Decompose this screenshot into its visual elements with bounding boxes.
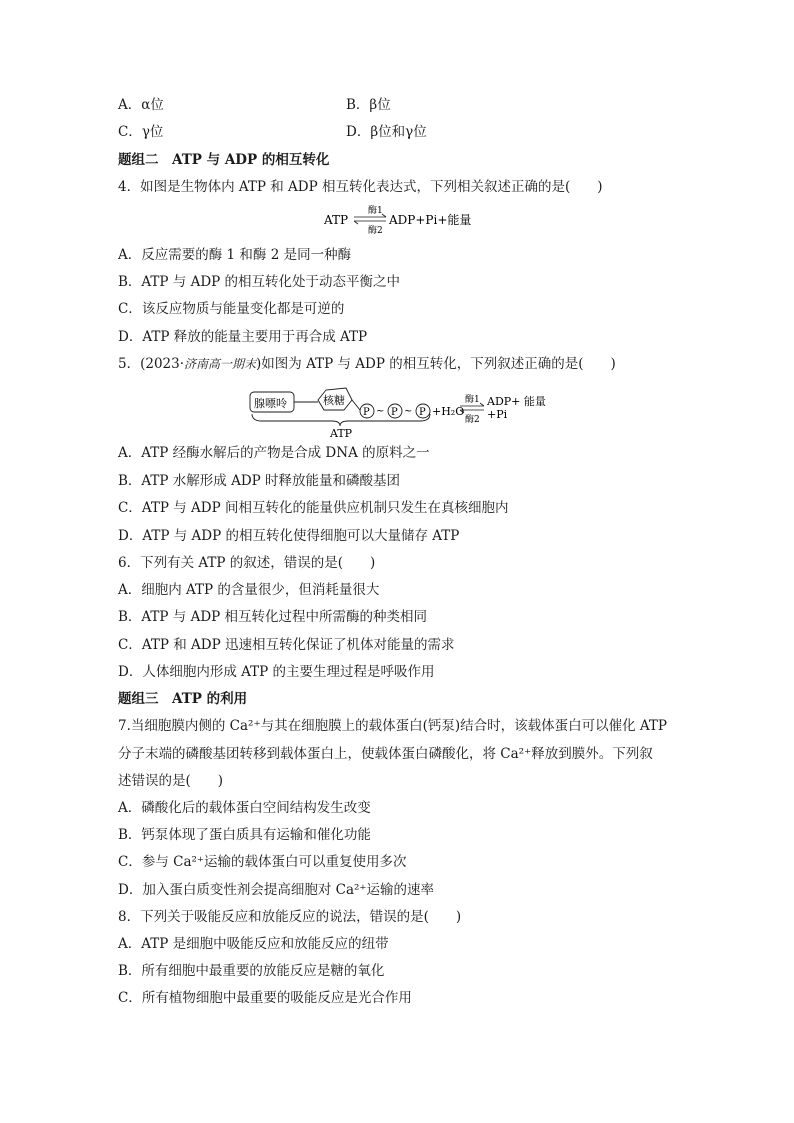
phosphate-label: P — [391, 407, 398, 418]
q4-formula-right: ADP+Pi+能量 — [389, 213, 472, 227]
q3-option-c: C．γ位 — [118, 124, 164, 140]
ribose-label: 核糖 — [323, 394, 345, 407]
q7-option-b: B．钙泵体现了蛋白质具有运输和催化功能 — [118, 827, 371, 843]
q4-enzyme-top: 酶1 — [368, 206, 383, 216]
adenine-label: 腺嘌呤 — [254, 397, 287, 410]
q5-forward-arrowhead — [480, 403, 484, 406]
q4-formula — [322, 201, 472, 235]
q5-option-d: D．ATP 与 ADP 的相互转化使得细胞可以大量储存 ATP — [118, 528, 460, 544]
q6-stem: 6．下列有关 ATP 的叙述，错误的是( ) — [118, 555, 376, 571]
q8-option-b: B．所有细胞中最重要的放能反应是糖的氧化 — [118, 963, 385, 979]
q5-stem — [118, 355, 616, 373]
q8-option-a: A．ATP 是细胞中吸能反应和放能反应的纽带 — [118, 936, 389, 952]
bond-line — [352, 400, 360, 410]
q5-stem-suffix: )如图为 ATP 与 ADP 的相互转化，下列叙述正确的是( ) — [256, 356, 616, 372]
q3-option-d: D．β位和γ位 — [346, 124, 427, 140]
phosphate-label: P — [419, 407, 426, 418]
group3-title: 题组三 ATP 的利用 — [118, 691, 248, 707]
q4-option-c: C．该反应物质与能量变化都是可逆的 — [118, 301, 345, 317]
q5-option-c: C．ATP 与 ADP 间相互转化的能量供应机制只发生在真核细胞内 — [118, 500, 509, 516]
q4-enzyme-bottom: 酶2 — [368, 226, 383, 235]
q5-products-bottom: +Pi — [487, 408, 508, 421]
q4-reverse-arrowhead — [354, 221, 358, 224]
q5-enzyme-bottom: 酶2 — [465, 415, 480, 425]
high-energy-bond: ~ — [404, 406, 413, 417]
q4-option-a: A．反应需要的酶 1 和酶 2 是同一种酶 — [118, 247, 352, 263]
q5-option-b: B．ATP 水解形成 ADP 时释放能量和磷酸基团 — [118, 473, 401, 489]
q7-stem-line1: 7.当细胞膜内侧的 Ca²⁺与其在细胞膜上的载体蛋白(钙泵)结合时，该载体蛋白可以催化 ATP — [118, 718, 668, 734]
q8-option-c: C．所有植物细胞中最重要的吸能反应是光合作用 — [118, 990, 412, 1006]
q7-option-c: C．参与 Ca²⁺运输的载体蛋白可以重复使用多次 — [118, 854, 407, 870]
q4-stem: 4．如图是生物体内 ATP 和 ADP 相互转化表达式，下列相关叙述正确的是( ) — [118, 179, 603, 195]
atp-brace-label: ATP — [330, 427, 353, 440]
q7-stem-line2: 分子末端的磷酸基团转移到载体蛋白上，使载体蛋白磷酸化，将 Ca²⁺释放到膜外。下列叙 — [118, 746, 653, 762]
q5-enzyme-top: 酶1 — [465, 395, 480, 405]
q7-option-a: A．磷酸化后的载体蛋白空间结构发生改变 — [118, 800, 371, 816]
q5-option-a: A．ATP 经酶水解后的产物是合成 DNA 的原料之一 — [118, 445, 430, 461]
water-label: +H₂O — [432, 405, 465, 418]
q6-option-d: D．人体细胞内形成 ATP 的主要生理过程是呼吸作用 — [118, 664, 435, 680]
q5-stem-source: 济南高一期末 — [184, 357, 257, 371]
q6-option-c: C．ATP 和 ADP 迅速相互转化保证了机体对能量的需求 — [118, 637, 455, 653]
q5-products-top: ADP+ 能量 — [487, 395, 546, 408]
q7-stem-line3: 述错误的是( ) — [118, 773, 224, 789]
q3-option-b: B．β位 — [346, 97, 391, 113]
q6-option-a: A．细胞内 ATP 的含量很少，但消耗量很大 — [118, 582, 380, 598]
phosphate-label: P — [363, 407, 370, 418]
q4-option-b: B．ATP 与 ADP 的相互转化处于动态平衡之中 — [118, 274, 401, 290]
high-energy-bond: ~ — [376, 406, 385, 417]
q4-option-d: D．ATP 释放的能量主要用于再合成 ATP — [118, 329, 368, 345]
group2-title: 题组二 ATP 与 ADP 的相互转化 — [118, 152, 330, 168]
q8-stem: 8．下列关于吸能反应和放能反应的说法，错误的是( ) — [118, 909, 462, 925]
q6-option-b: B．ATP 与 ADP 相互转化过程中所需酶的种类相同 — [118, 609, 428, 625]
q7-option-d: D．加入蛋白质变性剂会提高细胞对 Ca²⁺运输的速率 — [118, 882, 435, 898]
q5-stem-prefix: 5．(2023· — [118, 356, 185, 372]
q3-option-a: A．α位 — [118, 97, 164, 113]
q5-atp-diagram — [246, 384, 556, 440]
q4-formula-left: ATP — [324, 213, 349, 227]
